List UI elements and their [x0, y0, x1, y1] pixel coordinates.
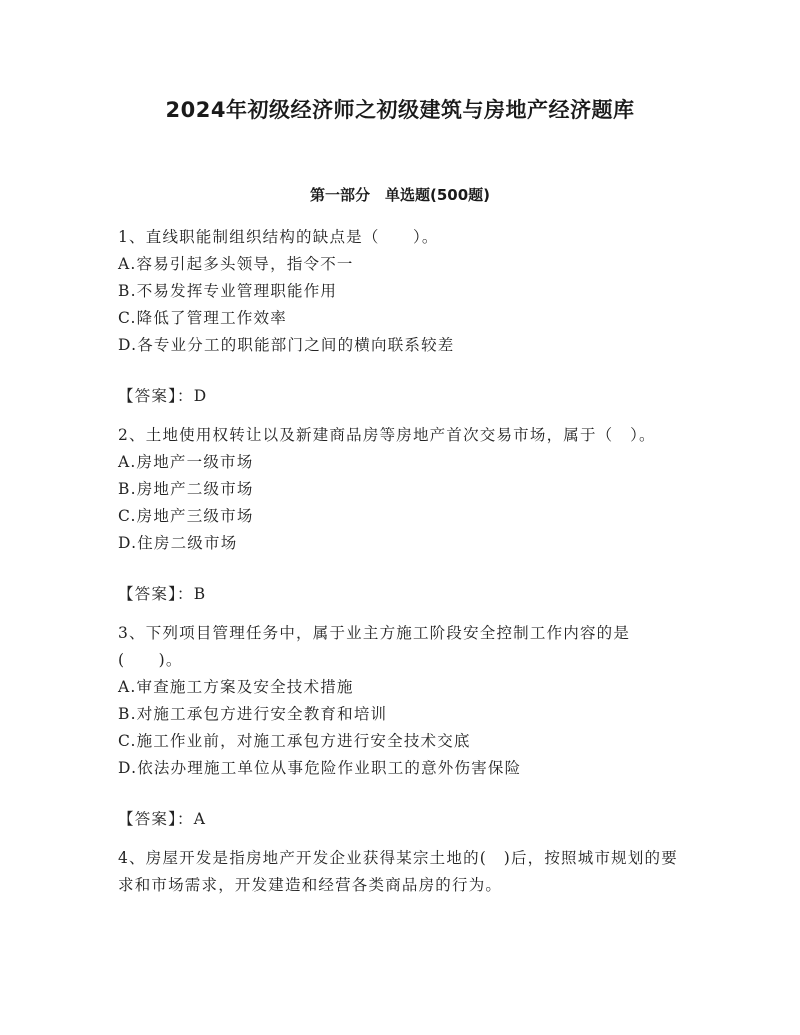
- option-a: A.审查施工方案及安全技术措施: [118, 678, 354, 696]
- option-b: B.房地产二级市场: [118, 480, 254, 498]
- option-a: A.房地产一级市场: [118, 453, 254, 471]
- answer-value: B: [193, 585, 207, 603]
- answer-label: 【答案】：: [118, 387, 194, 405]
- option-c: C.降低了管理工作效率: [118, 309, 287, 327]
- answer-label: 【答案】：: [118, 810, 194, 828]
- answer-line: [118, 383, 678, 410]
- option-d: D.住房二级市场: [118, 534, 238, 552]
- answer-label: 【答案】：: [118, 585, 194, 603]
- option-d: D.依法办理施工单位从事危险作业职工的意外伤害保险: [118, 759, 522, 777]
- answer-value: A: [193, 810, 207, 828]
- question-stem: 4、房屋开发是指房地产开发企业获得某宗土地的( )后，按照城市规划的要求和市场需求，开发建造和经营各类商品房的行为。: [118, 849, 678, 894]
- page-title: 2024年初级经济师之初级建筑与房地产经济题库: [165, 98, 635, 122]
- question-stem: 3、下列项目管理任务中，属于业主方施工阶段安全控制工作内容的是( )。: [118, 624, 631, 669]
- question-item: [118, 224, 678, 410]
- option-a: A.容易引起多头领导，指令不一: [118, 255, 354, 273]
- option-c: C.房地产三级市场: [118, 507, 254, 525]
- answer-line: [118, 581, 678, 608]
- answer-value: D: [193, 387, 208, 405]
- question-item: [118, 620, 678, 833]
- option-b: B.对施工承包方进行安全教育和培训: [118, 705, 388, 723]
- question-stem: 1、直线职能制组织结构的缺点是（ ）。: [118, 228, 439, 246]
- question-item: [118, 845, 678, 899]
- option-b: B.不易发挥专业管理职能作用: [118, 282, 338, 300]
- option-d: D.各专业分工的职能部门之间的横向联系较差: [118, 336, 455, 354]
- answer-line: [118, 806, 678, 833]
- question-item: [118, 422, 678, 608]
- section-title: 第一部分 单选题(500题): [309, 186, 491, 204]
- question-stem: 2、土地使用权转让以及新建商品房等房地产首次交易市场，属于（ ）。: [118, 426, 656, 444]
- option-c: C.施工作业前，对施工承包方进行安全技术交底: [118, 732, 471, 750]
- question-list: [118, 224, 678, 899]
